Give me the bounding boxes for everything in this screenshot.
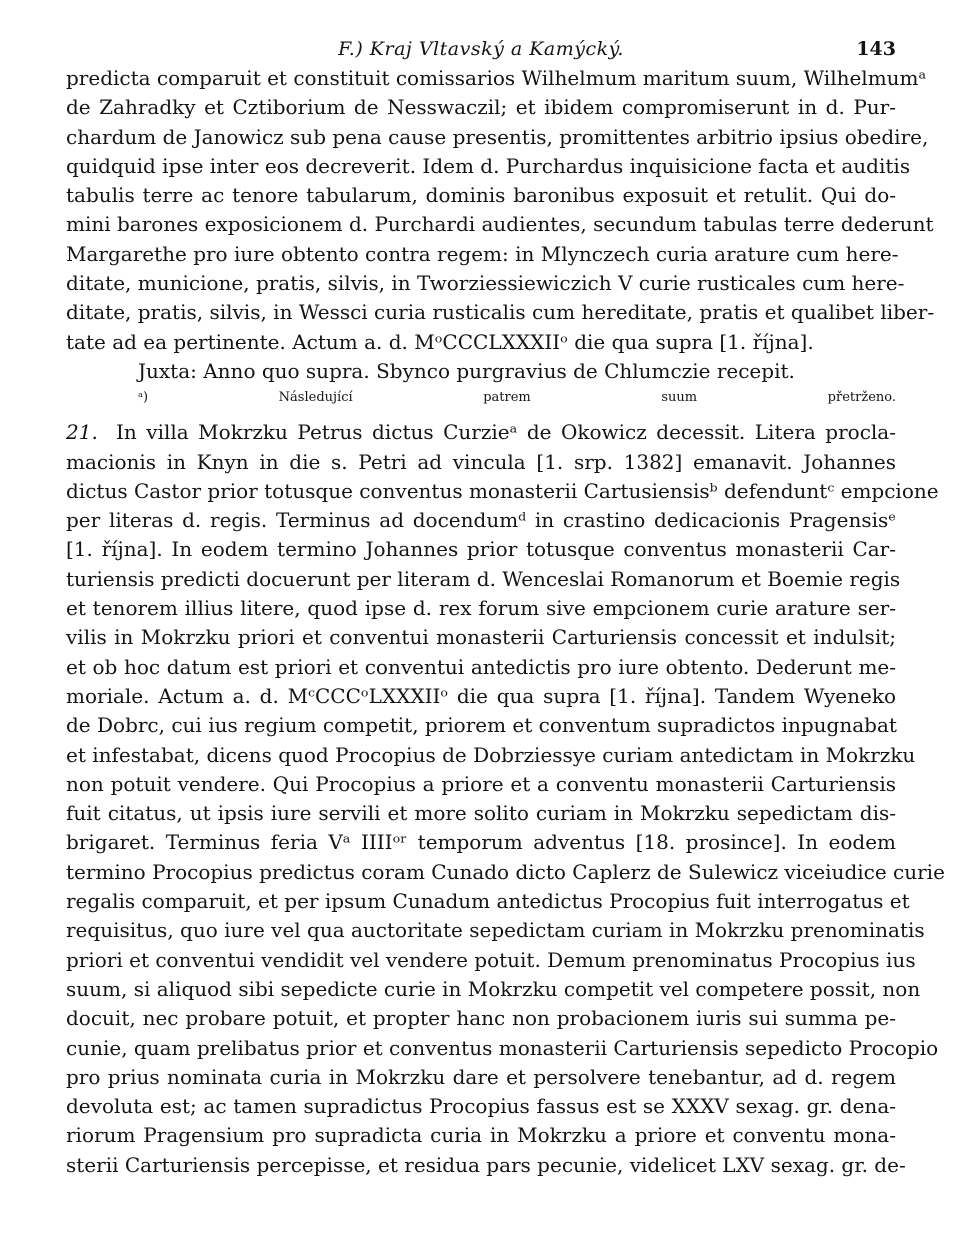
text-line: tabulis terre ac tenore tabularum, dominis baronibus exposuit et retulit. Qui do- <box>66 183 896 208</box>
text-line: docuit, nec probare potuit, et propter hanc non probacionem iuris sui summa pe- <box>66 1006 896 1031</box>
text-line: moriale. Actum a. d. MᶜCCCᵒLXXXIIᵒ die qua supra [1. října]. Tandem Wyeneko <box>66 683 896 708</box>
text-line: [1. října]. In eodem termino Johannes prior totusque conventus monasterii Car- <box>66 537 896 562</box>
page-header <box>66 36 896 64</box>
text-line: Margarethe pro iure obtento contra regem: in Mlynczech curia arature cum here- <box>66 241 899 266</box>
text-line: chardum de Janowicz sub pena cause presentis, promittentes arbitrio ipsius obedire, <box>66 124 929 149</box>
text-line-first-text: In villa Mokrzku Petrus dictus Curzieᵃ de Okowicz decessit. Litera procla- <box>116 420 896 445</box>
text-line: ditate, pratis, silvis, in Wessci curia rusticalis cum hereditate, pratis et qualibet liber- <box>66 300 935 325</box>
text-line: ditate, municione, pratis, silvis, in Tworziessiewiczich V curie rusticales cum here- <box>66 271 905 296</box>
running-title: F.) Kraj Vltavský a Kamýcký. <box>338 38 624 60</box>
text-line: cunie, quam prelibatus prior et conventus monasterii Carturiensis sepedicto Procopio <box>66 1035 939 1060</box>
text-line: tate ad ea pertinente. Actum a. d. MᵒCCCLXXXIIᵒ die qua supra [1. října]. <box>66 329 814 354</box>
text-line: fuit citatus, ut ipsis iure servili et more solito curiam in Mokrzku sepedictam dis- <box>66 801 896 826</box>
text-line: regalis comparuit, et per ipsum Cunadum antedictus Procopius fuit interrogatus et <box>66 889 910 914</box>
text-line: turiensis predicti docuerunt per literam d. Wenceslai Romanorum et Boemie regis <box>66 566 901 591</box>
text-line: requisitus, quo iure vel qua auctoritate sepedictam curiam in Mokrzku prenominatis <box>66 918 925 943</box>
text-line: predicta comparuit et constituit comissarios Wilhelmum maritum suum, Wilhelmumᵃ <box>66 66 927 90</box>
juxta-note: Juxta: Anno quo supra. Sbynco purgravius de Chlumczie recepit. <box>138 358 795 383</box>
paragraph-1 <box>66 64 935 410</box>
text-line: et infestabat, dicens quod Procopius de Dobrziessye curiam antedictam in Mokrzku <box>66 742 916 767</box>
text-line: per literas d. regis. Terminus ad docendumᵈ in crastino dedicacionis Pragensisᵉ <box>66 508 896 533</box>
text-line: mini barones exposicionem d. Purchardi audientes, secundum tabulas terre dederunt <box>66 212 934 237</box>
text-line: et ob hoc datum est priori et conventui antedictis pro iure obtento. Dederunt me- <box>66 654 896 679</box>
text-line: de Dobrc, cui ius regium competit, priorem et conventum supradictos inpugnabat <box>66 713 897 738</box>
text-line: macionis in Knyn in die s. Petri ad vincula [1. srp. 1382] emanavit. Johannes <box>66 449 896 474</box>
text-line: priori et conventui vendidit vel vendere potuit. Demum prenominatus Procopius ius <box>66 947 916 972</box>
text-line: et tenorem illius litere, quod ipse d. rex forum sive empcionem curie arature ser- <box>66 596 896 621</box>
paragraph-2 <box>66 418 945 1180</box>
text-line: riorum Pragensium pro supradicta curia in Mokrzku a priore et conventu mona- <box>66 1123 896 1148</box>
text-line-first <box>66 418 896 447</box>
text-line: dictus Castor prior totusque conventus monasterii Cartusiensisᵇ defenduntᶜ empcione <box>66 478 939 503</box>
text-line: pro prius nominata curia in Mokrzku dare et persolvere tenebantur, ad d. regem <box>66 1064 896 1089</box>
text-line: brigaret. Terminus feria Vᵃ IIIIᵒʳ temporum adventus [18. prosince]. In eodem <box>66 830 896 855</box>
text-line: sterii Carturiensis percepisse, et residua pars pecunie, videlicet LXV sexag. gr. de- <box>66 1152 906 1177</box>
document-page <box>66 36 945 1180</box>
text-line: vilis in Mokrzku priori et conventui monasterii Carturiensis concessit et indulsit; <box>66 625 896 650</box>
entry-number: 21. <box>66 420 98 445</box>
footnote: ᵃ) Následující patrem suum přetrženo. <box>138 390 896 406</box>
text-line: suum, si aliquod sibi sepedicte curie in Mokrzku competit vel competere possit, non <box>66 976 921 1001</box>
text-line: termino Procopius predictus coram Cunado dicto Caplerz de Sulewicz viceiudice curie <box>66 859 945 884</box>
text-line: devoluta est; ac tamen supradictus Procopius fassus est se XXXV sexag. gr. dena- <box>66 1094 896 1119</box>
page-number: 143 <box>856 38 896 60</box>
text-line: quidquid ipse inter eos decreverit. Idem d. Purchardus inquisicione facta et auditis <box>66 153 911 178</box>
text-line: de Zahradky et Cztiborium de Nesswaczil; et ibidem compromiserunt in d. Pur- <box>66 95 896 120</box>
text-line: non potuit vendere. Qui Procopius a priore et a conventu monasterii Carturiensis <box>66 771 896 796</box>
